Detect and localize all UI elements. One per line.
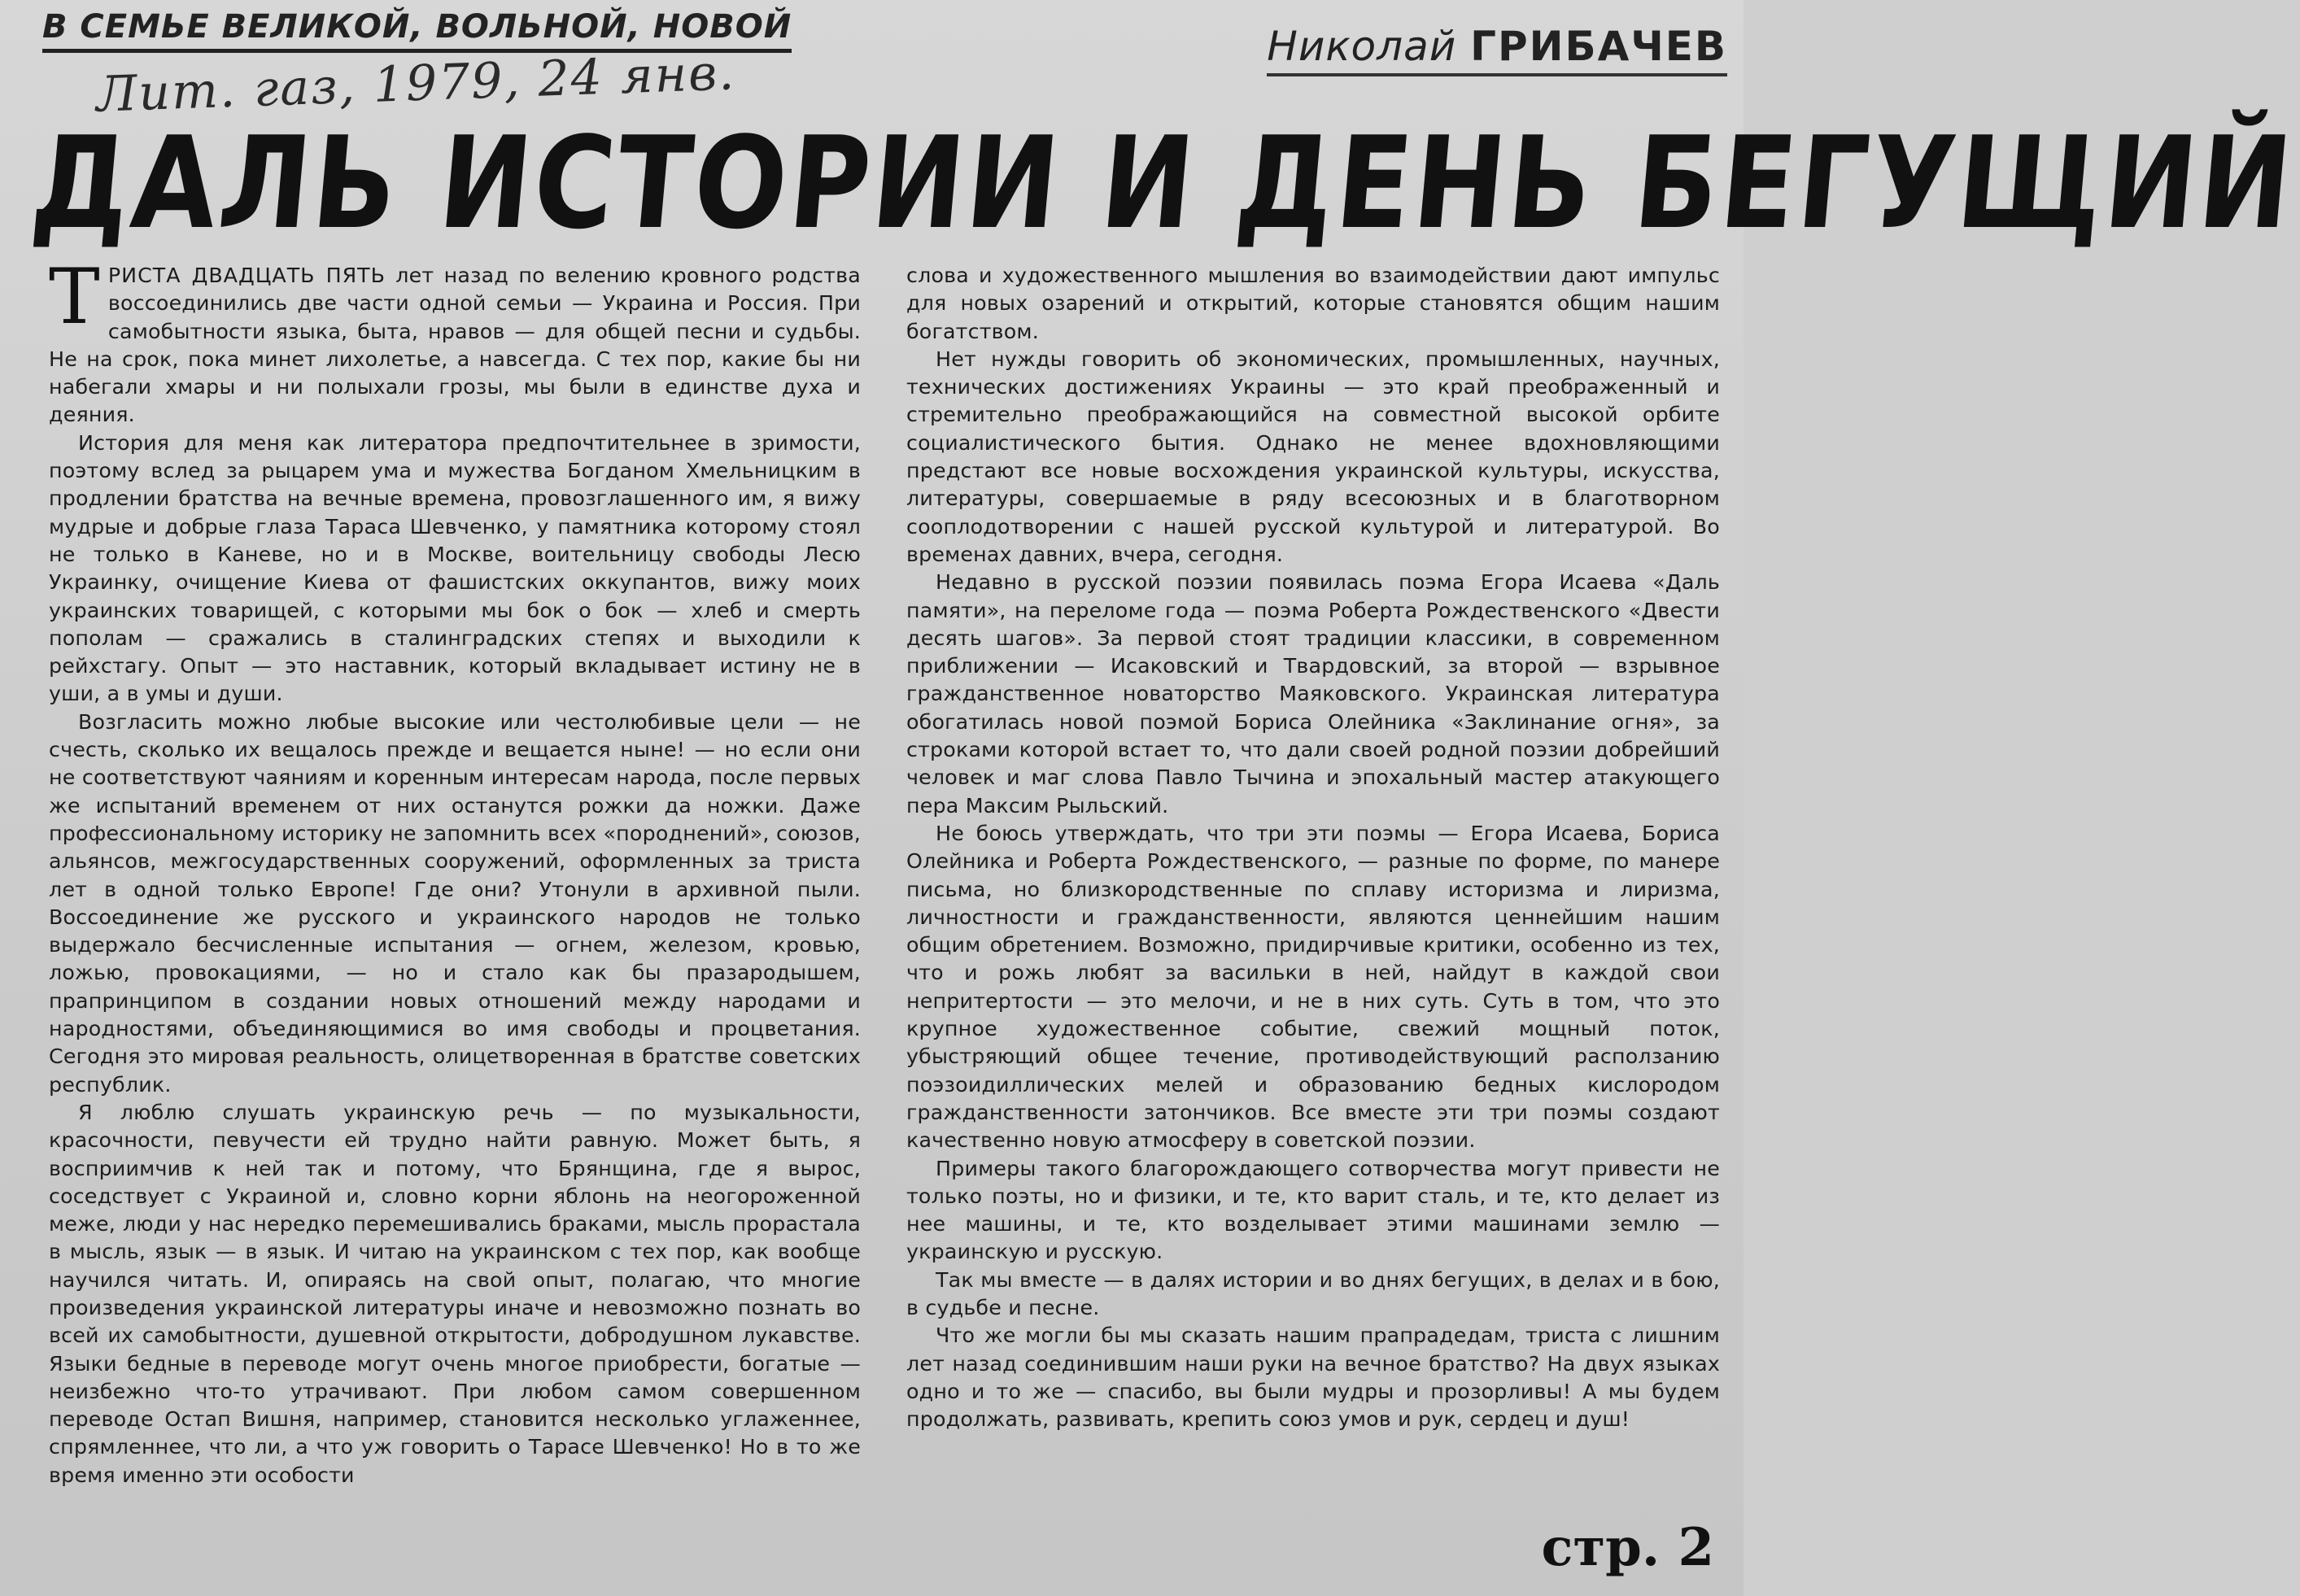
article-paragraph-10: Так мы вместе — в далях истории и во днях бегущих, в делах и в бою, в судьбе и песне. [906,1267,1720,1319]
article-paragraph-4: Я люблю слушать украинскую речь — по музыкальности, красочности, певучести ей трудно найти равную. Может быть, я восприимчив к ней так и потому, что Брянщина, где я вырос, соседствует с Украиной и, словно корни яблонь на неогороженной меже, люди у нас нередко перемешивались браками, мысль прорастала в мысль, язык — в язык. И читаю на украинском с тех пор, как вообще научился читать. И, опираясь на свой опыт, полагаю, что многие произведения украинской литературы иначе и невозможно познать во всей их самобытности, душевной открытости, добродушном лукавстве. Языки бедные в переводе могут очень многое приобрести, богатые — неизбежно что-то утрачивают. При любом самом совершенном переводе Остап Вишня, например, становится несколько углаженнее, спрямленнее, что ли, а что уж говорить о Тарасе Шевченко! Но в то же время именно эти особости [49,1100,861,1487]
page-number: стр. 2 [1541,1517,1714,1578]
article-column-right [906,262,1720,1433]
article-paragraph-8: Не боюсь утверждать, что три эти поэмы — Егора Исаева, Бориса Олейника и Роберта Рождественского, — разные по форме, по манере письма, но близкородственные по сплаву историзма и лиризма, личностности и гражданственности, являются ценнейшим нашим общим обретением. Возможно, придирчивые критики, особенно из тех, что и рожь любят за васильки в ней, найдут в каждой свои непритертости — это мелочи, и не в них суть. Суть в том, что это крупное художественное событие, свежий мощный поток, убыстряющий общее течение, противодействующий расползанию поэзоидиллических мелей и образованию бедных кислородом гражданственности затончиков. Все вместе эти три поэмы создают качественно новую атмосферу в советской поэзии. [906,821,1720,1153]
article-paragraph-9: Примеры такого благорождающего сотворчества могут привести не только поэты, но и физики, и те, кто варит сталь, и те, кто делает из нее машины, и те, кто возделывает этими машинами землю — украинскую и русскую. [906,1156,1720,1264]
article-paragraph-3: Возгласить можно любые высокие или честолюбивые цели — не счесть, сколько их вещалось прежде и вещается ныне! — но если они не соответствуют чаяниям и коренным интересам народа, после первых же испытаний временем от них останутся рожки да ножки. Даже профессиональному историку не запомнить всех «породнений», союзов, альянсов, межгосударственных сооружений, оформленных за триста лет в одной только Европе! Где они? Утонули в архивной пыли. Воссоединение же русского и украинского народов не только выдержало бесчисленные испытания — огнем, железом, кровью, ложью, провокациями, — но и стало как бы празародышем, прапринципом в создании новых отношений между народами и народностями, объединяющимися во имя свободы и процветания. Сегодня это мировая реальность, олицетворенная в братстве советских республик. [49,709,861,1097]
article-paragraph-1 [49,253,861,430]
handwritten-source-note: Лит. газ, 1979, 24 янв. [95,44,737,124]
article-paragraph-6: Нет нужды говорить об экономических, промышленных, научных, технических достижениях Украины — это край преображенный и стремительно преображающийся на совместной высокой орбите социалистического бытия. Однако не менее вдохновляющими предстают все новые восхождения украинской культуры, искусства, литературы, совершаемые в ряду всесоюзных и в благотворном сооплодотворении с нашей русской культурой и литературой. Во временах давних, вчера, сегодня. [906,347,1720,566]
author-first-name: Николай [1267,23,1457,70]
article-paragraph-7: Недавно в русской поэзии появилась поэма Егора Исаева «Даль памяти», на переломе года — поэма Роберта Рождественского «Двести десять шагов». За первой стоят традиции классики, в современном приближении — Исаковский и Твардовский, за второй — взрывное гражданственное новаторство Маяковского. Украинская литература обогатилась новой поэмой Бориса Олейника «Заклинание огня», за строками которой встает то, что дали своей родной поэзии добрейший человек и маг слова Павло Тычина и эпохальный мастер атакующего пера Максим Рыльский. [906,570,1720,818]
article-paragraph-2: История для меня как литератора предпочтительнее в зримости, поэтому вслед за рыцарем ума и мужества Богданом Хмельницким в продлении братства на вечные времена, провозглашенного им, я вижу мудрые и добрые глаза Тараса Шевченко, у памятника которому стоял не только в Каневе, но и в Москве, воительницу свободы Лесю Украинку, очищение Киева от фашистских оккупантов, вижу моих украинских товарищей, с которыми мы бок о бок — хлеб и смерть пополам — сражались в сталинградских степях и выходили к рейхстагу. Опыт — это наставник, который вкладывает истину не в уши, а в умы и души. [49,430,861,706]
section-rubric: В СЕМЬЕ ВЕЛИКОЙ, ВОЛЬНОЙ, НОВОЙ [42,8,792,53]
author-last-name: ГРИБАЧЕВ [1470,23,1727,70]
article-column-left [49,253,861,1489]
drop-cap: Т [49,253,100,342]
author-byline [1267,23,1727,76]
article-headline: ДАЛЬ ИСТОРИИ И ДЕНЬ БЕГУЩИЙ [25,109,2300,257]
paragraph-text: лет назад по велению кровного родства воссоединились две части одной семьи — Украина и Россия. При самобытности языка, быта, нравов — для общей песни и судьбы. Не на срок, пока минет лихолетье, а навсегда. С тех пор, какие бы ни набегали хмары и ни полыхали грозы, мы были в единстве духа и деяния. [49,264,861,427]
article-paragraph-continued: слова и художественного мышления во взаимодействии дают импульс для новых озарений и открытий, которые становятся общим нашим богатством. [906,264,1720,343]
lead-in-caps: РИСТА ДВАДЦАТЬ ПЯТЬ [107,264,386,287]
article-paragraph-11: Что же могли бы мы сказать нашим прапрадедам, триста с лишним лет назад соединившим наши руки на вечное братство? На двух языках одно и то же — спасибо, вы были мудры и прозорливы! А мы будем продолжать, развивать, крепить союз умов и рук, сердец и душ! [906,1323,1720,1432]
